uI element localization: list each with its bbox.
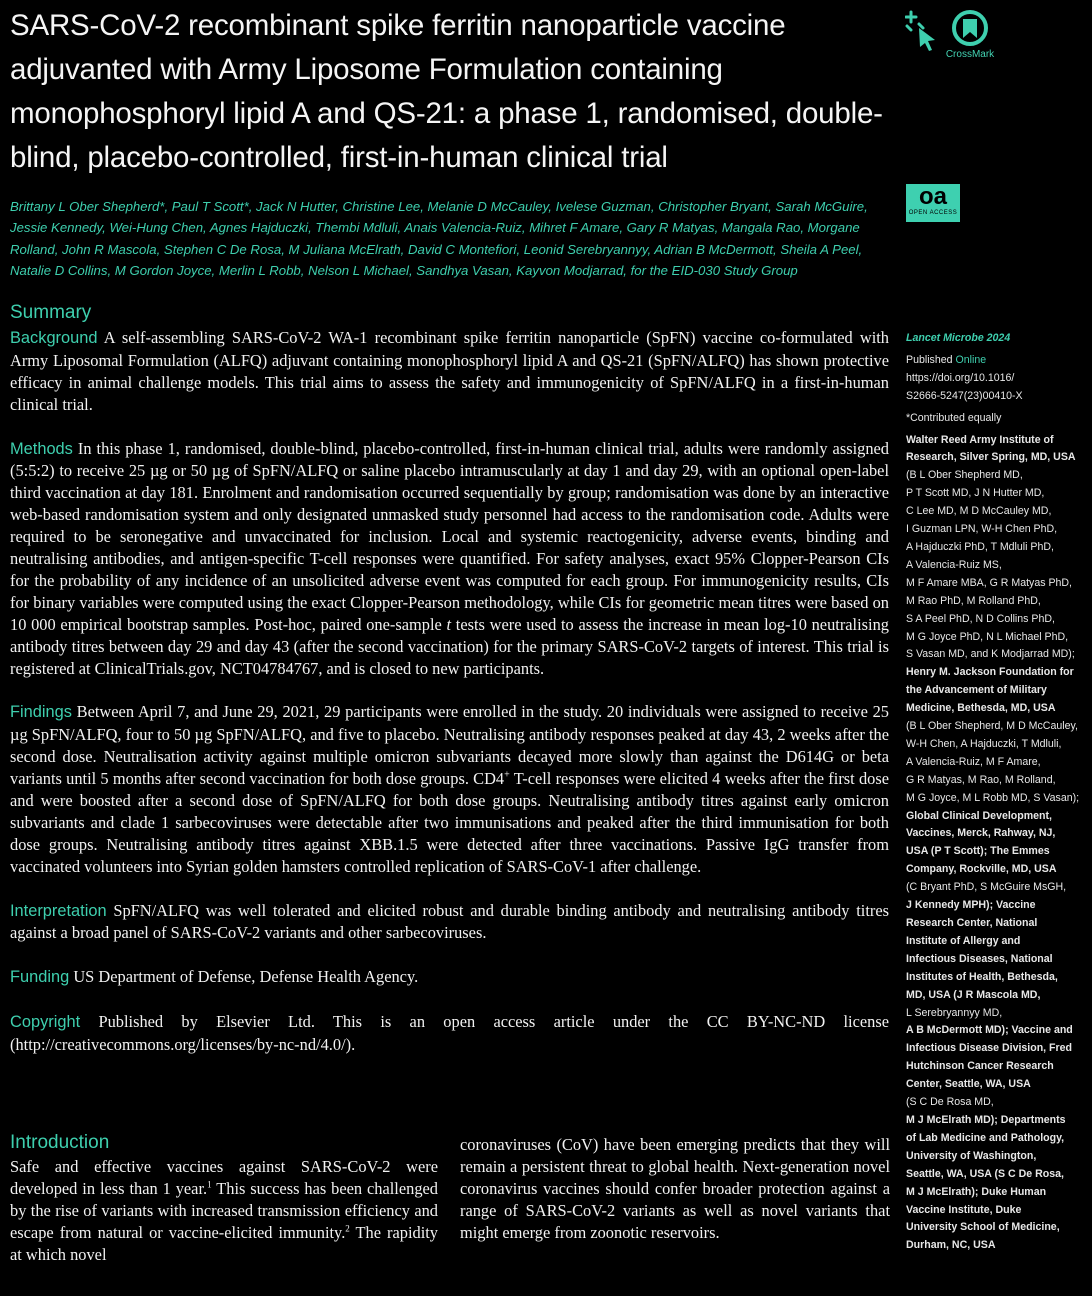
reference-1[interactable]: 1 xyxy=(207,1179,212,1190)
affiliation-line: Research Center, National xyxy=(906,917,1038,929)
affiliation-line: Center, Seattle, WA, USA xyxy=(906,1078,1031,1091)
affiliation-line: A Valencia-Ruiz MS, xyxy=(906,558,1002,571)
journal-citation: Lancet Microbe 2024 xyxy=(906,332,1011,344)
methods-text: In this phase 1, randomised, double-blind, placebo-controlled, first-in-human clinical trial, adults were randomly assigned (5:5:2) to receive 25 µg or 50 µg of SpFN/ALFQ or saline placebo intramuscularly at day 1 and day 29, with an optional open-label third vaccination at day 181. Enrolment and randomisation occurred sequentially by group; randomisation was done by an interactive web-based randomisation system and only designated unmasked study personnel had access to the randomisation code. Adults were required to be seronegative and unvaccinated for inclusion. Local and systemic reactogenicity, adverse events, binding and neutralising antibodies, and antigen-specific T-cell responses were quantified. For safety analyses, exact 95% Clopper-Pearson CIs for the probability of any incidence of an unsolicited adverse event was computed for each group. For immunogenicity results, CIs for binary variables were computed using the exact Clopper-Pearson methodology, while CIs for geometric mean titres were based on 10 000 empirical bootstrap samples. Post-hoc, paired one-sample xyxy=(10,438,889,634)
methods-text-cont: tests were used to assess the increase in mean log-10 neutralising antibody titres between day 29 and day 43 (after the second vaccination) for the primary SARS-CoV-2 targets of interest. This trial is registered at ClinicalTrials.gov, NCT04784767, and is closed to new participants. xyxy=(10,614,889,678)
summary-heading: Summary xyxy=(10,302,92,323)
copyright-text: Published by Elsevier Ltd. This is an open access article under the CC BY-NC-ND license (http://creativecommons.org/licenses/by-nc-nd/4.0/). xyxy=(10,1012,889,1054)
copyright-label: Copyright xyxy=(10,1013,81,1032)
affiliation-line: Seattle, WA, USA (S C De Rosa, xyxy=(906,1167,1064,1180)
affiliation-line: Durham, NC, USA xyxy=(906,1239,996,1252)
affiliation-line: M J McElrath MD); Departments xyxy=(906,1113,1066,1126)
affiliation-line: S Vasan MD, and K Modjarrad MD); xyxy=(906,648,1075,661)
header-icons xyxy=(905,10,995,60)
open-access-badge xyxy=(906,184,960,222)
affiliation-line: W-H Chen, A Hajduczki, T Mdluli, xyxy=(906,737,1062,750)
findings-label: Findings xyxy=(10,703,72,722)
affiliation-line: Institute of Allergy and xyxy=(906,934,1021,947)
open-access-label: OPEN ACCESS xyxy=(908,210,958,216)
affiliation-line: Global Clinical Development, xyxy=(906,809,1052,822)
funding-paragraph xyxy=(10,966,889,989)
crossmark-icon xyxy=(952,10,988,46)
affiliation-line: Vaccines, Merck, Rahway, NJ, xyxy=(906,827,1056,840)
funding-text: US Department of Defense, Defense Health Agency. xyxy=(73,967,419,987)
affiliation-line: M F Amare MBA, G R Matyas PhD, xyxy=(906,576,1073,589)
affiliation-line: S A Peel PhD, N D Collins PhD, xyxy=(906,612,1055,625)
affiliation-line: M J McElrath); Duke Human xyxy=(906,1185,1047,1198)
affiliation-line: Medicine, Bethesda, MD, USA xyxy=(906,702,1056,715)
findings-text: Between April 7, and June 29, 2021, 29 participants were enrolled in the study. 20 individuals were assigned to receive 25 µg SpFN/ALFQ, four to 50 µg SpFN/ALFQ, and five to placebo. Neutralising antibody responses peaked at day 43, 2 weeks after the second dose. Neutralisation activity against multiple omicron subvariants decayed more slowly than against the D614G or beta variants until 5 months after second vaccination for both dose groups. CD4 xyxy=(10,702,889,789)
affiliation-line: Infectious Diseases, National xyxy=(906,952,1053,965)
affiliation-line: A B McDermott MD); Vaccine and xyxy=(906,1024,1073,1037)
abstract xyxy=(10,327,889,1078)
affiliation-line: J Kennedy MPH); Vaccine xyxy=(906,899,1036,912)
affiliations xyxy=(906,432,1086,1256)
background-label: Background xyxy=(10,329,98,347)
background-paragraph xyxy=(10,327,889,416)
introduction-column-2: coronaviruses (CoV) have been emerging predicts that they will remain a persistent threat to global health. Next-generation novel coronavirus vaccines should confer broader protection against a range of SARS-CoV-2 variants as well as novel variants that might emerge from zoonotic reservoirs. xyxy=(460,1135,890,1242)
sidebar xyxy=(906,330,1086,1255)
affiliation-line: Henry M. Jackson Foundation for xyxy=(906,666,1074,679)
affiliation-line: (B L Ober Shepherd, M D McCauley, xyxy=(906,720,1078,733)
affiliation-line: Hutchinson Cancer Research xyxy=(906,1060,1054,1073)
article-title: SARS-CoV-2 recombinant spike ferritin nanoparticle vaccine adjuvanted with Army Liposome Formulation containing monophosphoryl lipid A and QS-21: a phase 1, randomised, double-blind, placebo-controlled, first-in-human clinical trial xyxy=(10,9,883,174)
affiliation-line: Walter Reed Army Institute of xyxy=(906,433,1054,446)
reference-2[interactable]: 2 xyxy=(345,1223,350,1234)
intro-text-1: Safe and effective vaccines against SARS-CoV-2 were developed in less than 1 year. xyxy=(10,1157,438,1198)
affiliation-line: the Advancement of Military xyxy=(906,684,1047,697)
findings-superscript: + xyxy=(504,769,510,781)
introduction-heading: Introduction xyxy=(10,1132,110,1153)
affiliation-line: (S C De Rosa MD, xyxy=(906,1096,994,1109)
affiliation-line: Infectious Disease Division, Fred xyxy=(906,1042,1073,1055)
affiliation-line: Research, Silver Spring, MD, USA xyxy=(906,451,1076,464)
affiliation-line: Institutes of Health, Bethesda, xyxy=(906,970,1058,983)
contributed-note: *Contributed equally xyxy=(906,411,1002,424)
click-cursor-icon[interactable] xyxy=(905,10,939,54)
affiliation-line: University of Washington, xyxy=(906,1149,1037,1162)
affiliation-line: USA (P T Scott); The Emmes xyxy=(906,845,1050,858)
affiliation-line: M G Joyce PhD, N L Michael PhD, xyxy=(906,630,1069,643)
affiliation-line: of Lab Medicine and Pathology, xyxy=(906,1131,1065,1144)
interpretation-label: Interpretation xyxy=(10,901,107,920)
affiliation-line: MD, USA (J R Mascola MD, xyxy=(906,988,1041,1001)
author-list: Brittany L Ober Shepherd*, Paul T Scott*, Jack N Hutter, Christine Lee, Melanie D McCauley, Ivelese Guzman, Christopher Bryant, Sarah McGuire, Jessie Kennedy, Wei-Hung Chen, Agnes Hajduczki, Thembi Mdluli, Anais Valencia-Ruiz, Mihret F Amare, Gary R Matyas, Mangala Rao, Morgane Rolland, John R Mascola, Stephen C De Rosa, M Juliana McElrath, David C Montefiori, Leonid Serebryannyy, Adrian B McDermott, Sheila A Peel, Natalie D Collins, M Gordon Joyce, Merlin L Robb, Nelson L Michael, Sandhya Vasan, Kayvon Modjarrad, for the EID-030 Study Group xyxy=(10,199,868,278)
oa-logo-text: oa xyxy=(918,183,947,210)
affiliation-line: A Valencia-Ruiz, M F Amare, xyxy=(906,755,1041,768)
affiliation-line: A Hajduczki PhD, T Mdluli PhD, xyxy=(906,540,1054,553)
published-label: Published xyxy=(906,353,953,366)
interpretation-paragraph xyxy=(10,900,889,945)
affiliation-line: L Serebryannyy MD, xyxy=(906,1006,1003,1019)
online-label: Online xyxy=(955,353,987,366)
affiliation-line: C Lee MD, M D McCauley MD, xyxy=(906,505,1052,518)
intro-text-2: This success has been challenged by the rise of variants with increased transmission efficiency and escape from natural or vaccine-elicited immunity. xyxy=(10,1179,438,1242)
affiliation-line: M G Joyce, M L Robb MD, S Vasan); xyxy=(906,791,1080,804)
introduction-column-1 xyxy=(10,1156,438,1266)
affiliation-line: University School of Medicine, xyxy=(906,1221,1060,1234)
affiliation-line: Vaccine Institute, Duke xyxy=(906,1203,1022,1216)
affiliation-line: (B L Ober Shepherd MD, xyxy=(906,469,1023,482)
doi-line-1[interactable]: https://doi.org/10.1016/ xyxy=(906,371,1015,384)
affiliation-line: I Guzman LPN, W-H Chen PhD, xyxy=(906,523,1058,536)
background-text: A self-assembling SARS-CoV-2 WA-1 recombinant spike ferritin nanoparticle (SpFN) vaccine co-formulated with Army Liposomal Formulation (ALFQ) adjuvant containing monophosphoryl lipid A and QS-21 (SpFN/ALFQ) has shown protective efficacy in animal challenge models. This trial aims to assess the safety and immunogenicity of SpFN/ALFQ in a first-in-human clinical trial. xyxy=(10,328,889,414)
intro-text-3: The rapidity at which novel xyxy=(10,1223,438,1264)
doi-line-2[interactable]: S2666-5247(23)00410-X xyxy=(906,389,1023,402)
methods-t-symbol: t xyxy=(446,614,452,634)
interpretation-text: SpFN/ALFQ was well tolerated and elicited robust and durable binding antibody and neutralising antibody titres against a broad panel of SARS-CoV-2 variants and other sarbecoviruses. xyxy=(10,900,889,943)
affiliation-line: M Rao PhD, M Rolland PhD, xyxy=(906,594,1041,607)
affiliation-line: (C Bryant PhD, S McGuire MsGH, xyxy=(906,881,1067,894)
funding-label: Funding xyxy=(10,968,70,987)
crossmark-label: CrossMark xyxy=(945,49,995,60)
methods-paragraph xyxy=(10,438,889,680)
published-line xyxy=(906,352,1086,370)
affiliation-line: P T Scott MD, J N Hutter MD, xyxy=(906,487,1045,500)
affiliation-line: Company, Rockville, MD, USA xyxy=(906,863,1057,876)
crossmark-badge[interactable] xyxy=(945,10,995,60)
affiliation-line: G R Matyas, M Rao, M Rolland, xyxy=(906,773,1056,786)
copyright-paragraph xyxy=(10,1011,889,1056)
findings-text-cont: T-cell responses were elicited 4 weeks after the first dose and were boosted after a second dose of SpFN/ALFQ for both dose groups. Neutralising antibody titres against early omicron subvariants and clade 1 sarbecoviruses were detectable after two immunisations and peaked after the third immunisation for both dose groups. Neutralising antibody titres against XBB.1.5 were detected after three vaccinations. Passive IgG transfer from vaccinated volunteers into Syrian golden hamsters controlled replication of SARS-CoV-1 after challenge. xyxy=(10,769,889,876)
methods-label: Methods xyxy=(10,439,73,458)
findings-paragraph xyxy=(10,701,889,877)
